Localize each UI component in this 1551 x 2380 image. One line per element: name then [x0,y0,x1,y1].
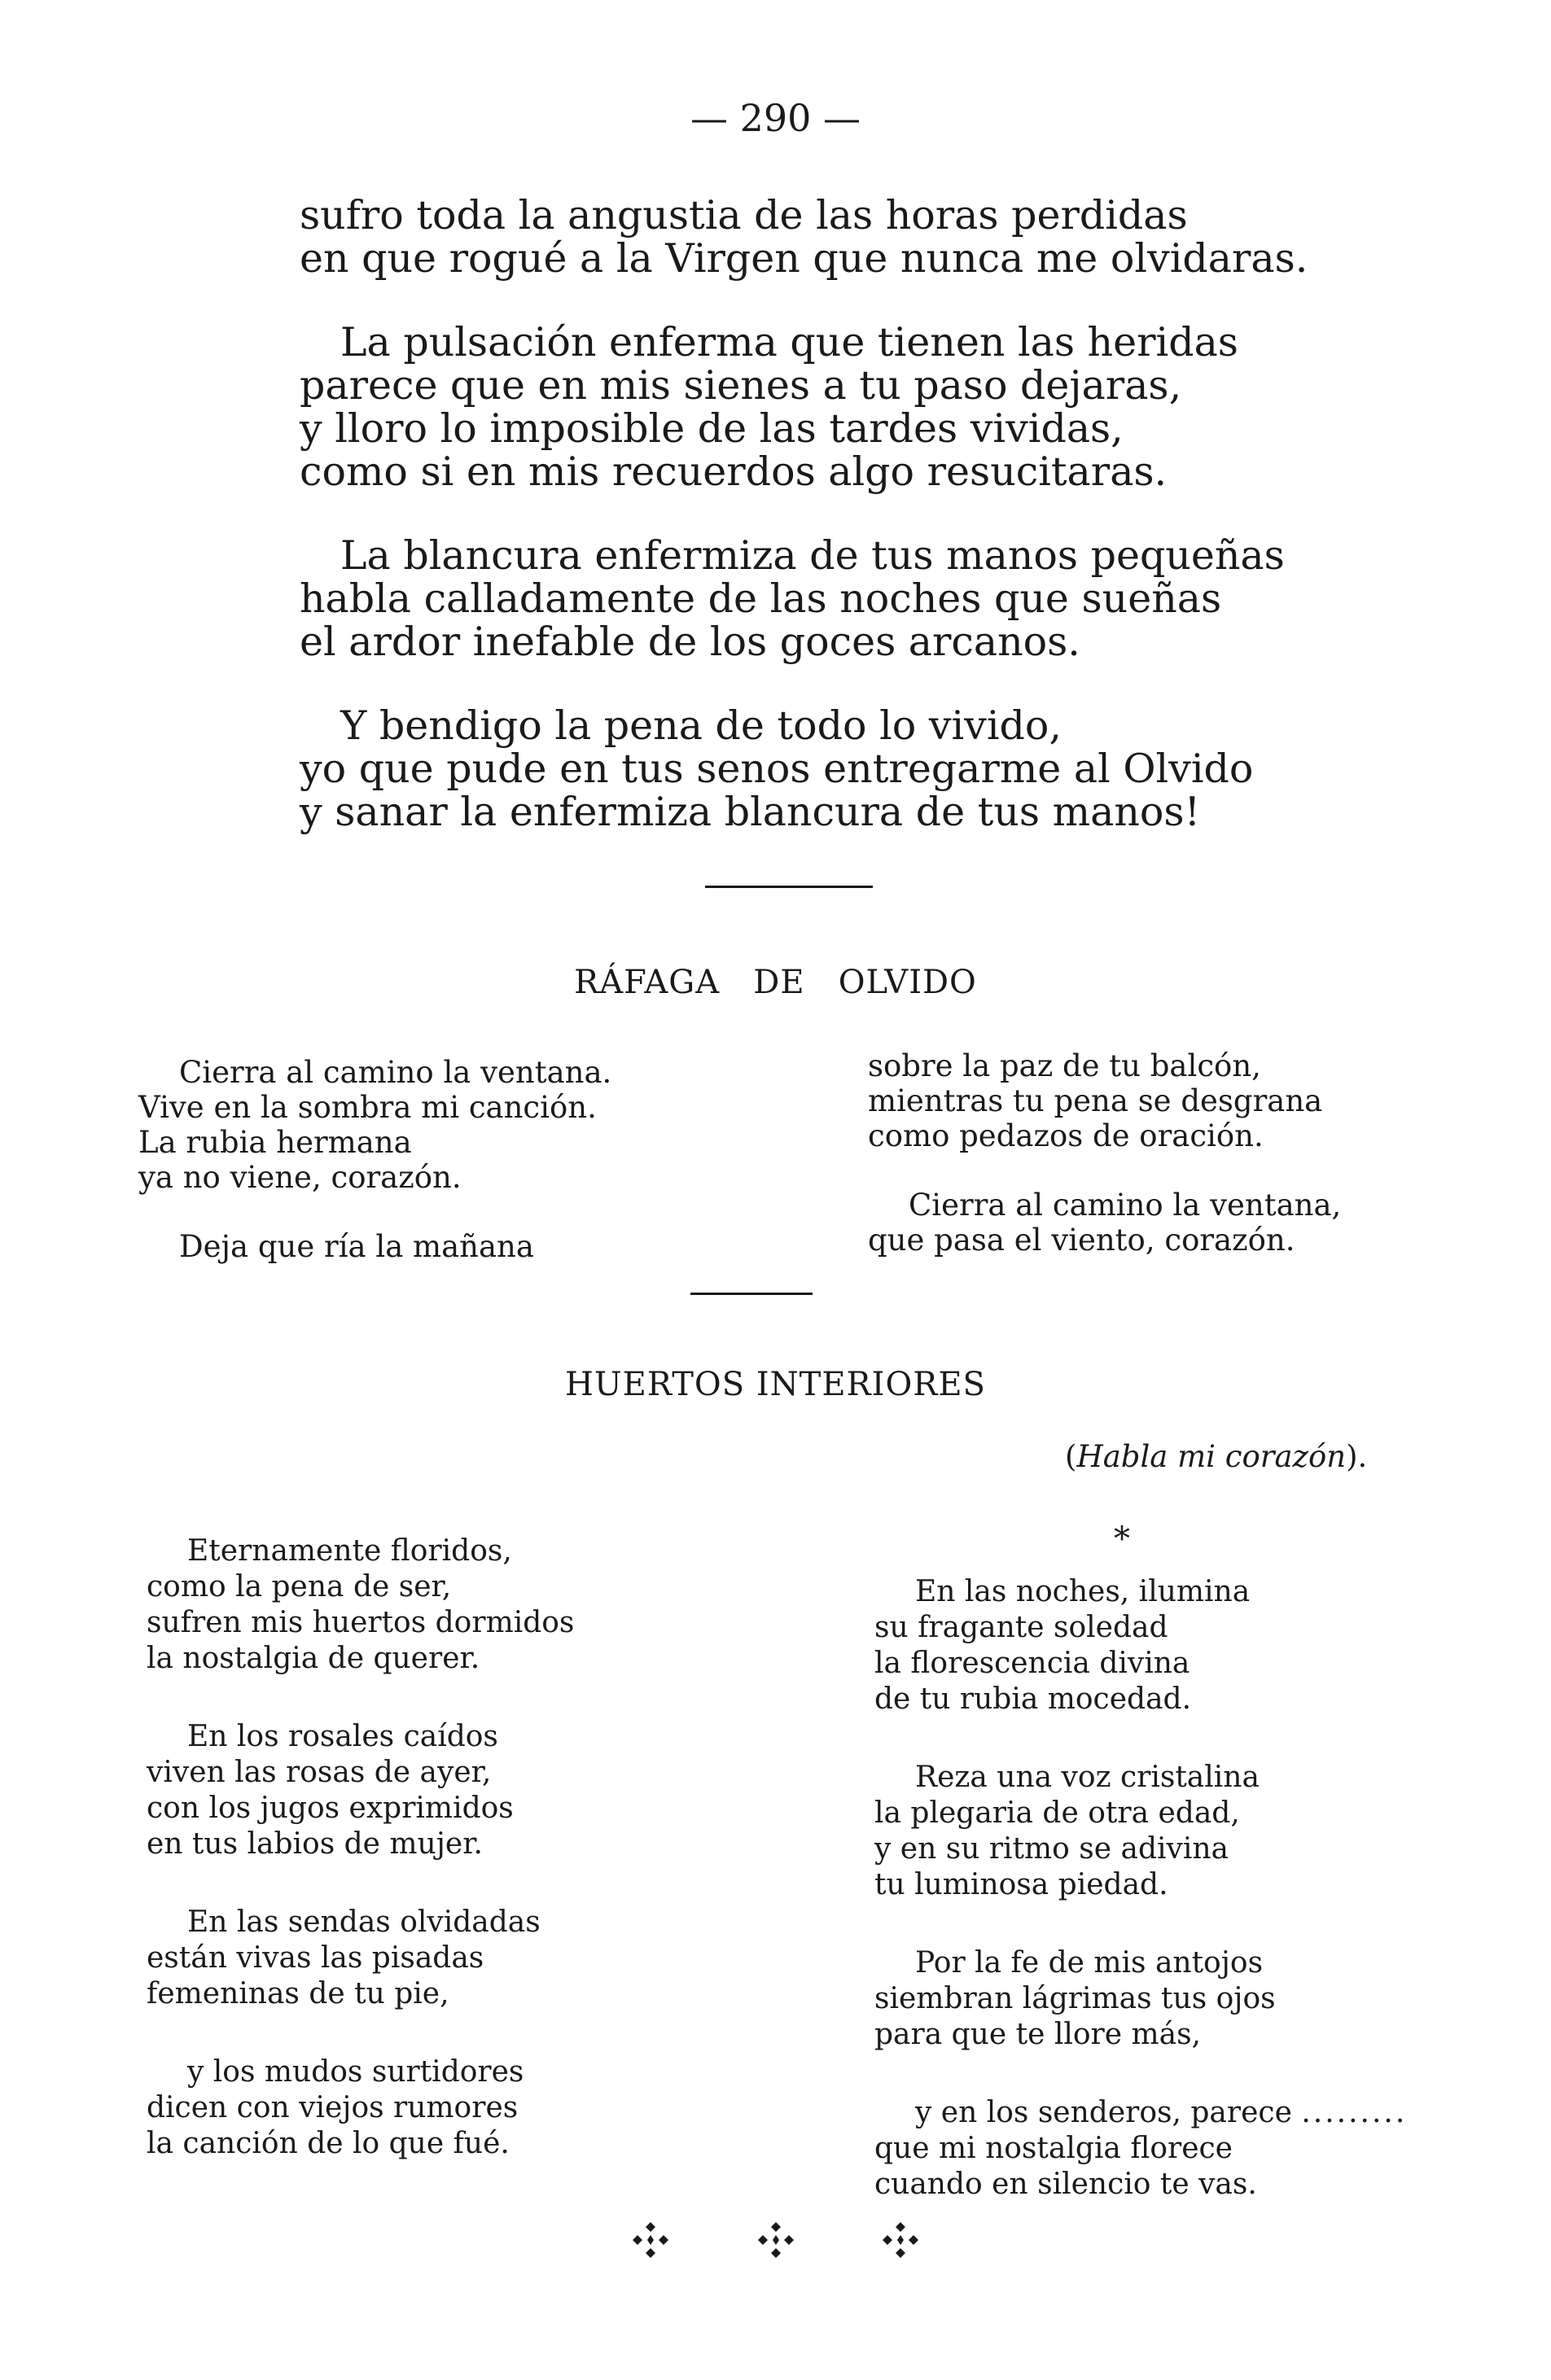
verse-line [874,2095,1407,2131]
verse-line: Eternamente floridos, [187,1534,512,1568]
verse-line: viven las rosas de ayer, [147,1756,492,1789]
diamond-ornament-icon [881,2220,920,2260]
epigraph: (Habla mi corazón). [1065,1439,1368,1474]
poem-continued [300,194,1308,874]
verse-line: sobre la paz de tu balcón, [868,1048,1261,1083]
stanza [147,1533,574,1677]
verse-line: su fragante soledad [874,1611,1168,1644]
verse-line: cuando en silencio te vas. [874,2168,1257,2201]
stanza [300,534,1308,663]
verse-line: tu luminosa piedad. [874,1868,1168,1901]
stanza [868,1048,1341,1153]
verse-line: y lloro lo imposible de las tardes vividas, [300,405,1124,452]
verse-line: habla calladamente de las noches que sueñas [300,575,1222,622]
stanza [868,1188,1341,1258]
verse-line: la plegaria de otra edad, [874,1796,1240,1830]
verse-line: y los mudos surtidores [187,2055,524,2089]
page-number: — 290 — [690,96,861,140]
verse-line: En los rosales caídos [187,1720,498,1753]
diamond-ornament-icon [631,2220,670,2260]
stanza [147,1719,574,1862]
verse-line: femeninas de tu pie, [147,1977,449,2010]
stanza [147,1905,574,2012]
ornament-row [0,2220,1551,2263]
stanza [874,1945,1407,2053]
verse-line: En las sendas olvidadas [187,1905,541,1939]
verse-line: En las noches, ilumina [915,1575,1251,1608]
stanza [138,1055,611,1195]
verse-line: mientras tu pena se desgrana [868,1083,1323,1118]
verse-line: de tu rubia mocedad. [874,1682,1192,1716]
verse-line: dicen con viejos rumores [147,2091,519,2124]
verse-line: sufro toda la angustia de las horas perdidas [300,192,1188,238]
epigraph-text: Habla mi corazón [1076,1439,1347,1474]
section-title: RÁFAGA DE OLVIDO [574,964,977,1001]
ellipsis-dots: ......... [1301,2096,1408,2129]
verse-line: el ardor inefable de los goces arcanos. [300,619,1080,665]
section-title: HUERTOS INTERIORES [565,1366,986,1403]
huertos-left-column [147,1533,574,2204]
verse-line: para que te llore más, [874,2018,1201,2051]
verse-text: y en los senderos, parece [915,2096,1292,2129]
stanza [874,2095,1407,2203]
verse-line: La pulsación enferma que tienen las heridas [340,319,1238,365]
verse-line: y en su ritmo se adivina [874,1832,1229,1866]
verse-line: parece que en mis sienes a tu paso dejaras, [300,362,1182,409]
verse-line: siembran lágrimas tus ojos [874,1982,1276,2015]
verse-line: y sanar la enfermiza blancura de tus manos! [300,789,1201,835]
verse-line: están vivas las pisadas [147,1941,484,1975]
verse-line: en tus labios de mujer. [147,1827,483,1861]
asterisk-divider: * [1114,1520,1130,1558]
verse-line: la canción de lo que fué. [147,2127,510,2160]
diamond-ornament-icon [756,2220,795,2260]
section-divider [705,886,873,888]
stanza [147,2054,574,2162]
stanza [300,194,1308,280]
verse-line: Y bendigo la pena de todo lo vivido, [340,702,1062,749]
verse-line: con los jugos exprimidos [147,1792,514,1825]
verse-line: que pasa el viento, corazón. [868,1223,1295,1258]
verse-line: Cierra al camino la ventana, [909,1188,1342,1223]
verse-line: la florescencia divina [874,1647,1190,1680]
verse-line: que mi nostalgia florece [874,2132,1233,2165]
verse-line: Reza una voz cristalina [915,1761,1260,1794]
verse-line: en que rogué a la Virgen que nunca me olvidaras. [300,235,1308,282]
stanza [874,1574,1407,1717]
stanza [300,704,1308,833]
verse-line: ya no viene, corazón. [138,1160,462,1195]
verse-line: Vive en la sombra mi canción. [138,1090,597,1125]
verse-line: sufren mis huertos dormidos [147,1606,575,1639]
verse-line: como pedazos de oración. [868,1118,1264,1153]
verse-line: como la pena de ser, [147,1570,452,1603]
stanza [300,321,1308,493]
stanza [874,1760,1407,1903]
rafaga-right-column [868,1048,1341,1292]
rafaga-left-column [138,1055,611,1298]
huertos-right-column [874,1574,1407,2245]
verse-line: la nostalgia de querer. [147,1642,480,1675]
verse-line: Por la fe de mis antojos [915,1946,1264,1980]
verse-line: La blancura enfermiza de tus manos pequeñas [340,532,1285,579]
verse-line: yo que pude en tus senos entregarme al Olvido [300,746,1254,792]
verse-line: Cierra al camino la ventana. [179,1055,612,1090]
verse-line: como si en mis recuerdos algo resucitaras. [300,448,1168,495]
verse-line: La rubia hermana [138,1125,412,1160]
stanza [138,1229,611,1264]
verse-line: Deja que ría la mañana [179,1229,534,1264]
section-divider [690,1293,813,1295]
